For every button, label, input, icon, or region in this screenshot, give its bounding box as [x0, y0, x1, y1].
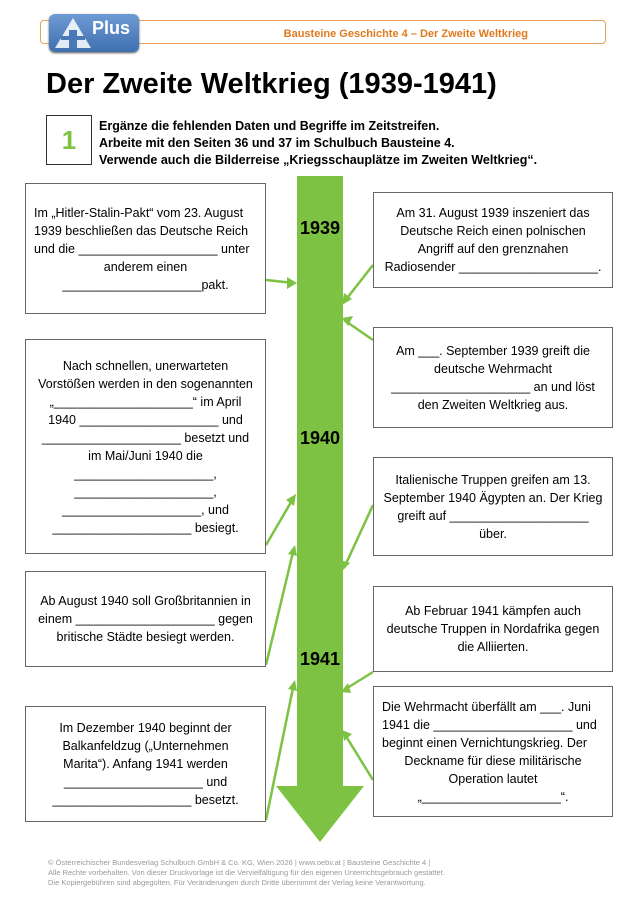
event-text-line: Die Wehrmacht überfällt am ___. Juni: [382, 699, 591, 714]
task-number: 1: [46, 115, 92, 165]
event-text-line: ____________________ besiegt.: [52, 520, 239, 535]
event-box-right: [373, 192, 613, 288]
event-text-line: im Mai/Juni 1940 die: [88, 448, 203, 463]
event-text-line: „____________________“.: [417, 789, 569, 804]
event-text-line: Balkanfeldzug („Unternehmen: [62, 739, 229, 753]
event-text-line: ____________________ besetzt.: [52, 793, 239, 807]
event-text-line: Marita“). Anfang 1941 werden: [63, 757, 228, 771]
year-label: 1941: [299, 649, 341, 669]
event-box-right: [373, 327, 613, 428]
event-text-line: Operation lautet: [448, 771, 538, 786]
year-label: 1939: [299, 218, 341, 238]
event-text-line: Ab August 1940 soll Großbritannien in: [40, 594, 251, 608]
event-box-right: [373, 586, 613, 672]
event-text-line: ____________________ besetzt und: [41, 430, 250, 445]
event-text-line: Deutsche Reich einen polnischen: [400, 224, 586, 238]
event-text-line: Deckname für diese militärische: [404, 753, 582, 768]
event-box-left: [25, 339, 266, 554]
event-text-line: greift auf ____________________: [397, 508, 589, 523]
event-text-line: die Alliierten.: [457, 640, 529, 654]
event-text-line: 1939 beschließen das Deutsche Reich: [34, 223, 249, 238]
event-box-right: [373, 686, 613, 817]
instruction-line: Verwende auch die Bilderreise „Kriegsschauplätze im Zweiten Weltkrieg“.: [99, 153, 538, 167]
event-text-line: ____________________pakt.: [62, 277, 229, 292]
event-text-line: Nach schnellen, unerwarteten: [62, 358, 229, 373]
event-text-line: Im Dezember 1940 beginnt der: [59, 721, 232, 735]
event-text-line: und die ____________________ unter: [34, 241, 250, 256]
footer-line: Die Kopiergebühren sind abgegolten. Für Veränderungen durch Dritte übernimmt der Verlag keine Verantwortung.: [48, 878, 426, 887]
event-text-line: deutsche Wehrmacht: [434, 361, 552, 376]
event-text-line: Radiosender ____________________.: [384, 260, 602, 274]
event-text-line: Vorstößen werden in den sogenannten: [38, 376, 253, 391]
event-box-left: [25, 706, 266, 822]
event-text-line: deutsche Truppen in Nordafrika gegen: [386, 622, 600, 636]
event-text-line: über.: [479, 526, 507, 541]
page-title: Der Zweite Weltkrieg (1939-1941): [46, 68, 497, 100]
event-text-line: Am ___. September 1939 greift die: [396, 343, 590, 358]
event-text-line: ____________________,: [74, 484, 217, 499]
event-text-line: ____________________ und: [63, 775, 228, 789]
year-label: 1940: [299, 428, 341, 448]
event-text-line: ____________________, und: [62, 502, 229, 517]
event-box-right: [373, 457, 613, 556]
logo-text: Plus: [92, 18, 131, 38]
instruction-line: Ergänze die fehlenden Daten und Begriffe im Zeitstreifen.: [99, 119, 440, 133]
footer-copyright: [48, 858, 445, 888]
event-text-line: Im „Hitler-Stalin-Pakt“ vom 23. August: [34, 205, 244, 220]
instruction-line: Arbeite mit den Seiten 36 und 37 im Schulbuch Bausteine 4.: [99, 136, 455, 150]
event-text-line: einem ____________________ gegen: [38, 612, 253, 626]
event-text-line: ____________________ an und löst: [391, 379, 595, 394]
header-title: Bausteine Geschichte 4 – Der Zweite Weltkrieg: [283, 28, 528, 40]
event-text-line: Ab Februar 1941 kämpfen auch: [405, 604, 581, 618]
event-box-left: [25, 183, 266, 314]
event-text-line: Am 31. August 1939 inszeniert das: [396, 206, 590, 220]
footer-line: Alle Rechte vorbehalten. Von dieser Druckvorlage ist die Vervielfältigung für den eigenen Unterrichtsgebrauch gestattet.: [48, 868, 445, 877]
event-box-left: [25, 571, 266, 667]
event-text-line: anderem einen: [103, 259, 188, 274]
event-text-line: Angriff auf den grenznahen: [417, 242, 569, 256]
event-text-line: beginnt einen Vernichtungskrieg. Der: [382, 735, 587, 750]
event-text-line: britische Städte besiegt werden.: [56, 630, 235, 644]
event-text-line: September 1940 Ägypten an. Der Krieg: [383, 490, 603, 505]
event-text-line: Italienische Truppen greifen am 13.: [395, 472, 591, 487]
event-text-line: „____________________“ im April: [49, 394, 242, 409]
event-text-line: den Zweiten Weltkrieg aus.: [417, 397, 569, 412]
event-text-line: 1941 die ____________________ und: [382, 717, 597, 732]
event-text-line: 1940 ____________________ und: [48, 412, 243, 427]
footer-line: © Österreichischer Bundesverlag Schulbuch GmbH & Co. KG, Wien 2026 | www.oebv.at | Bausteine Geschichte 4 |: [48, 858, 431, 867]
event-text-line: ____________________,: [74, 466, 217, 481]
